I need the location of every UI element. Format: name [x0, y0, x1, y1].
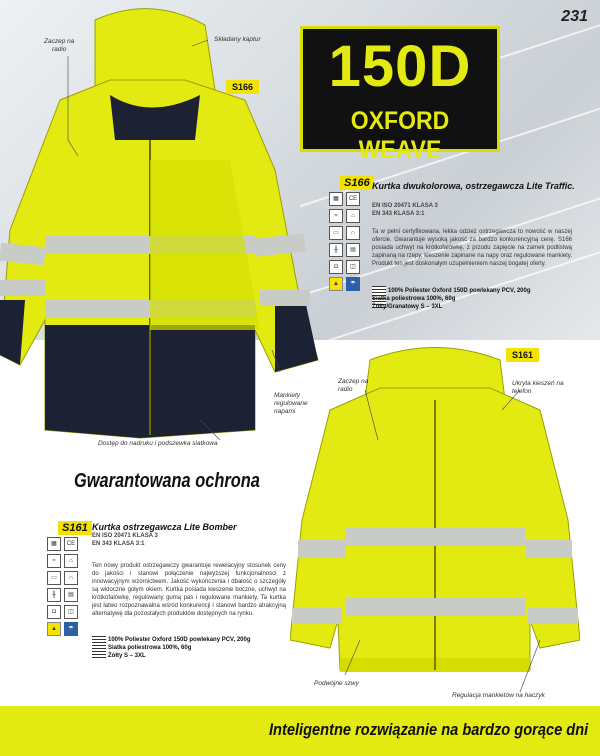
- product-s166-spec-3: Żółty/Granatowy S – 3XL: [372, 304, 443, 310]
- cuff-icon: ◫: [64, 605, 78, 619]
- product-s166-spec-1: 100% Poliester Oxford 150D powlekany PCV, 200g: [388, 288, 531, 294]
- size-chart-icon: ▦: [47, 537, 61, 551]
- footer-bar: [0, 706, 600, 756]
- product-s161-standard-2: EN 343 KLASA 3:1: [92, 541, 145, 547]
- headline-guaranteed-protection: Gwarantowana ochrona: [74, 470, 260, 492]
- callout-radio-clip-s161: Zaczep na radio: [338, 378, 369, 393]
- product-s161-spec-1: 100% Poliester Oxford 150D powlekany PCV, 200g: [108, 637, 251, 643]
- callout-hidden-phone-pocket: Ukryta kieszeń na telefon: [512, 380, 564, 395]
- product-s166-standard-2: EN 343 KLASA 3:1: [372, 211, 425, 217]
- product-s166-standard-1: EN ISO 20471 KLASA 3: [372, 203, 438, 209]
- page-number: 231: [561, 8, 588, 25]
- oxford-weave-banner: [300, 26, 500, 164]
- product-s166-spec-2: Siatka poliestrowa 100%, 60g: [372, 296, 456, 302]
- raincoat-icon: ☂: [64, 622, 78, 636]
- product-s161-title: Kurtka ostrzegawcza Lite Bomber: [92, 522, 237, 532]
- callout-radio-clip-s166: Zaczep na radio: [44, 38, 75, 53]
- wash-icon: ≈: [329, 209, 343, 223]
- hood-icon: ∩: [346, 226, 360, 240]
- print-icon: ▤: [346, 243, 360, 257]
- hi-vis-icon: ▲: [329, 277, 343, 291]
- raincoat-icon: ☂: [346, 277, 360, 291]
- callout-cuffs-s166: Mankiety regulowane napami: [274, 392, 308, 415]
- product-s161-standard-1: EN ISO 20471 KLASA 3: [92, 533, 158, 539]
- product-s161-spec-2: Siatka poliestrowa 100%, 60g: [108, 645, 192, 651]
- product-s166-title: Kurtka dwukolorowa, ostrzegawcza Lite Traffic.: [372, 181, 575, 191]
- print-icon: ▤: [64, 588, 78, 602]
- product-s166-code: S166: [340, 176, 374, 190]
- ce-mark-icon: CE: [64, 537, 78, 551]
- product-s161-spec-3: Żółty S – 3XL: [108, 653, 146, 659]
- banner-oxford-weave: OXFORD WEAVE: [350, 107, 450, 164]
- callout-print-access: Dostęp do nadruku i podszewka siatkowa: [98, 440, 218, 447]
- callout-foldable-hood: Składany kaptur: [214, 36, 261, 43]
- jacket-s166-image: [0, 0, 330, 440]
- pocket-icon: ▭: [329, 226, 343, 240]
- wash-icon: ≈: [47, 554, 61, 568]
- jacket-s161-tag: S161: [506, 348, 539, 362]
- zip-icon: ╫: [329, 243, 343, 257]
- ce-mark-icon: CE: [346, 192, 360, 206]
- radio-clip-icon: ◘: [329, 260, 343, 274]
- footer-slogan: Inteligentne rozwiązanie na bardzo gorące dni: [268, 720, 588, 739]
- hood-icon: ∩: [64, 571, 78, 585]
- cuff-icon: ◫: [346, 260, 360, 274]
- product-s161-block: [58, 518, 92, 536]
- product-s166-description: Ta w pełni certyfikowana, lekka odzież ostrzegawcza to nowość w naszej ofercie. Gwarantuje wysoką jakość za bardzo konkurencyjną cenę. S166 posiada uchwyt na krótkofalówkę, z przodu zapięcie na zamek podlistwą zapinaną na rzepy, kieszenie zapinane na napy oraz regulowane mankiety. Produkt ten jest doskonałym uzupełnieniem naszej bogatej oferty.: [372, 229, 572, 267]
- callout-hook-cuffs: Regulacja mankietów na haczyk: [452, 692, 545, 699]
- product-s161-code: S161: [58, 521, 92, 535]
- fabric-swatch-icon: [92, 636, 106, 658]
- zip-icon: ╫: [47, 588, 61, 602]
- hi-vis-icon: ▲: [47, 622, 61, 636]
- pocket-icon: ▭: [47, 571, 61, 585]
- garment-icon: ⌂: [64, 554, 78, 568]
- garment-icon: ⌂: [346, 209, 360, 223]
- size-chart-icon: ▦: [329, 192, 343, 206]
- radio-clip-icon: ◘: [47, 605, 61, 619]
- banner-150d: 150D: [328, 34, 472, 99]
- product-s161-description: Ten nowy produkt ostrzegawczy gwarantuje rewelacyjny stosunek ceny do jakości i stanowi połączenie najwyższej funkcjonalności z innowacyjnym wzornictwem. Jakość wykończenia i dbałość o szczegóły są widoczne gołym okiem. Kurtka posiada kieszenie boczne, uchwyt na krótkofalówkę, regulowany gumą pas i regulowane mankiety. Ta kurtka jest łatwo rozpoznawalna wśród konkurencji i stanowi bardzo atrakcyjną alternatywę dla pozostałych produktów dostępnych na rynku.: [92, 563, 286, 617]
- jacket-s166-tag: S166: [226, 80, 259, 94]
- callout-double-stitching: Podwójne szwy: [314, 680, 359, 687]
